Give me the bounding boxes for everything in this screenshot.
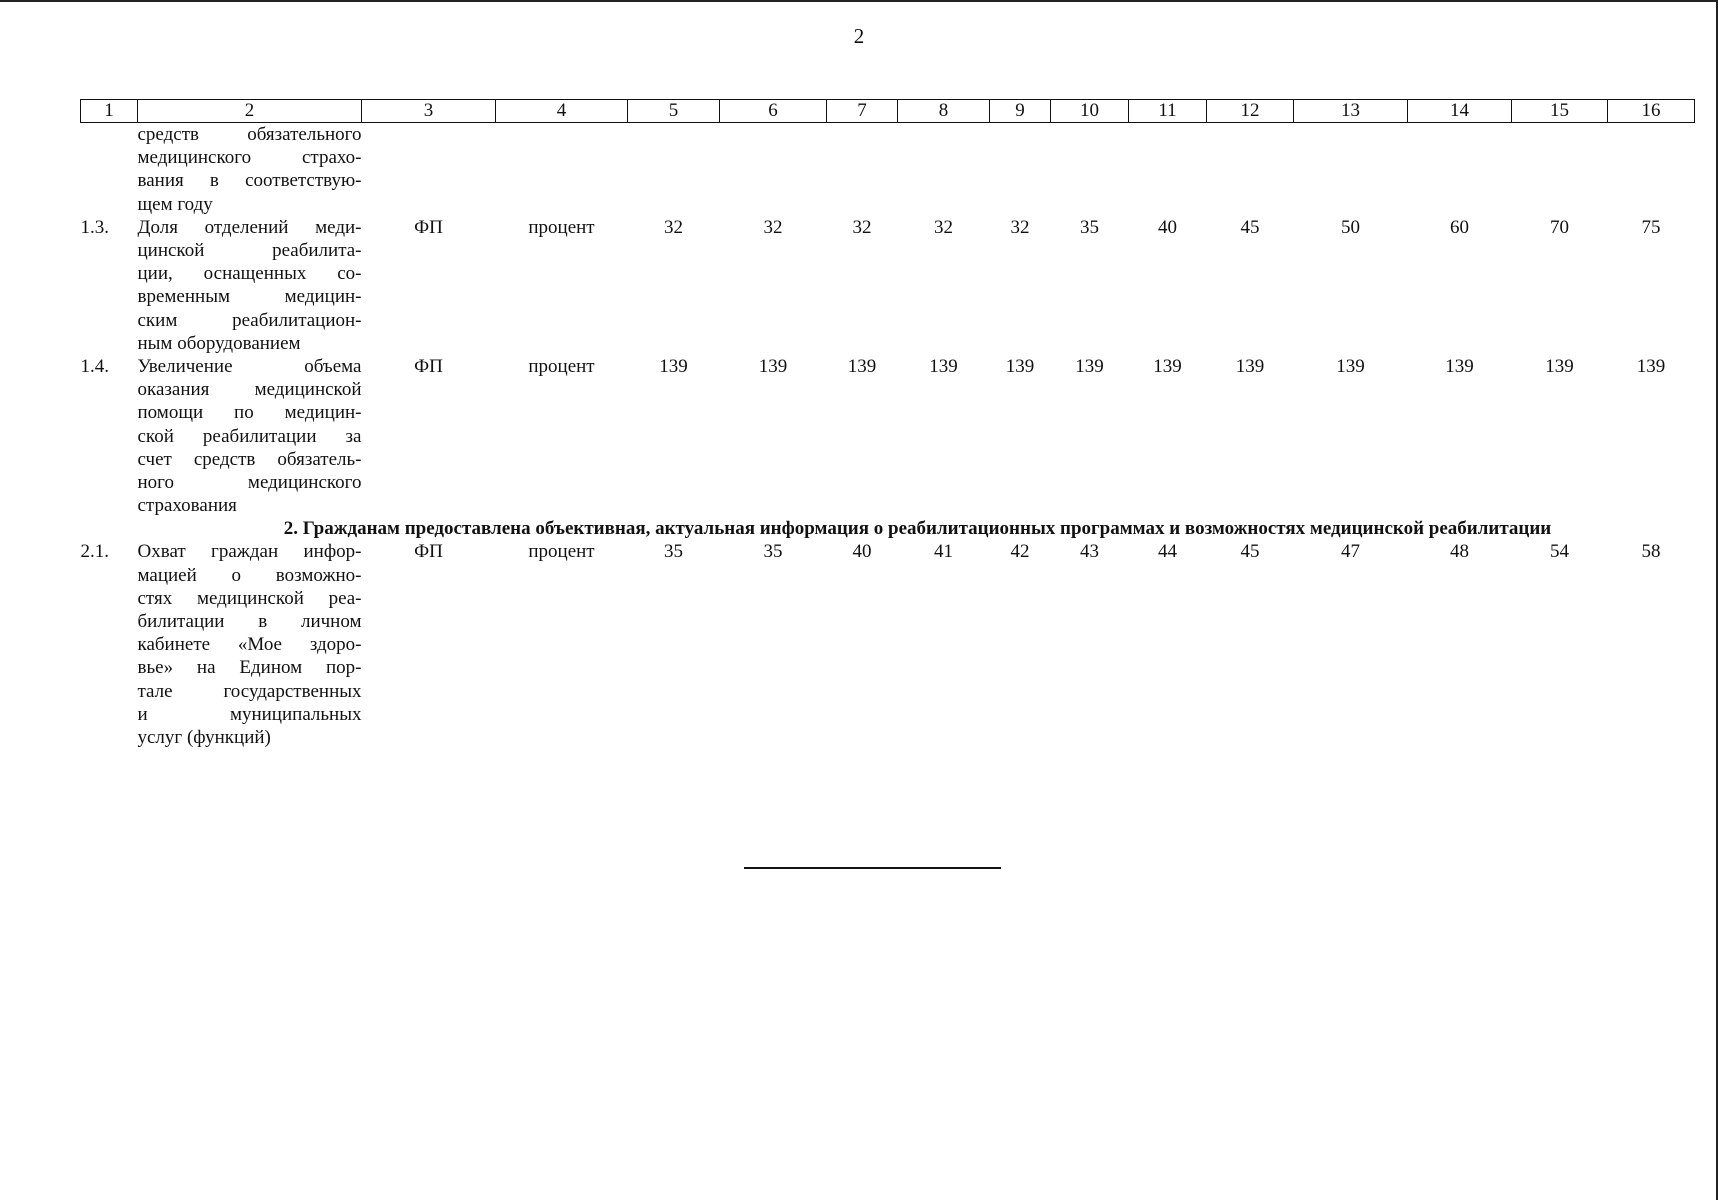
continuation-row <box>81 123 1695 216</box>
indicator-description <box>138 355 362 517</box>
source-cell: ФП <box>414 356 443 378</box>
description-line: Охват граждан инфор- <box>137 541 362 563</box>
description-line: временным медицин- <box>137 286 362 308</box>
column-number: 4 <box>496 100 628 123</box>
value-cell: 139 <box>1336 356 1365 378</box>
description-line: медицинского страхо- <box>137 147 362 169</box>
value-cell: 41 <box>934 541 953 563</box>
value-cell: 40 <box>852 541 872 563</box>
value-cell: 139 <box>1636 356 1666 378</box>
row-number-empty <box>81 123 138 216</box>
description-line: тале государственных <box>137 680 362 702</box>
table-row <box>81 540 1695 749</box>
value-cell: 48 <box>1450 541 1469 563</box>
value-cell: 139 <box>1005 356 1035 378</box>
value-cell: 50 <box>1341 216 1360 238</box>
value-cell: 139 <box>659 356 688 378</box>
indicator-description <box>138 123 362 216</box>
unit-cell: процент <box>528 356 595 378</box>
description-line: ного медицинского <box>137 472 362 494</box>
description-line: страхования <box>137 495 237 517</box>
column-number: 3 <box>362 100 496 123</box>
description-line: стях медицинской реа- <box>137 587 362 609</box>
indicator-description <box>138 540 362 749</box>
value-cell: 35 <box>763 541 783 563</box>
value-cell: 42 <box>1010 541 1030 563</box>
empty-cell <box>362 123 1695 216</box>
column-number: 11 <box>1129 100 1207 123</box>
column-number-row <box>81 100 1695 123</box>
section-heading-row <box>81 517 1695 540</box>
description-line: средств обязательного <box>137 124 362 145</box>
table-row <box>81 216 1695 355</box>
value-cell: 139 <box>1075 356 1104 378</box>
column-number: 7 <box>827 100 898 123</box>
description-line: ным оборудованием <box>137 332 301 354</box>
column-number: 5 <box>628 100 720 123</box>
description-line: вания в соответствую- <box>137 170 362 192</box>
description-line: услуг (функций) <box>137 727 271 749</box>
description-line: кабинете «Мое здоро- <box>137 634 362 656</box>
row-number: 1.3. <box>80 216 109 238</box>
unit-cell: процент <box>528 541 595 563</box>
description-line: мацией о возможно- <box>137 564 362 586</box>
source-cell: ФП <box>414 216 443 238</box>
value-cell: 35 <box>1080 216 1099 238</box>
unit-cell: процент <box>528 216 595 238</box>
description-line: ции, оснащенных со- <box>137 263 362 285</box>
value-cell: 58 <box>1641 541 1661 563</box>
value-cell: 45 <box>1240 216 1260 238</box>
description-line: Увеличение объема <box>137 356 362 378</box>
page-number: 2 <box>853 24 865 48</box>
value-cell: 47 <box>1341 541 1360 563</box>
table-row <box>81 355 1695 517</box>
column-number: 6 <box>720 100 827 123</box>
column-number: 16 <box>1608 100 1695 123</box>
value-cell: 32 <box>852 216 872 238</box>
column-number: 2 <box>138 100 362 123</box>
indicators-table <box>80 99 1695 749</box>
value-cell: 35 <box>664 541 683 563</box>
value-cell: 45 <box>1240 541 1260 563</box>
value-cell: 32 <box>934 216 953 238</box>
source-cell: ФП <box>414 541 443 563</box>
description-line: ской реабилитации за <box>137 425 362 447</box>
description-line: щем году <box>137 193 213 215</box>
value-cell: 32 <box>763 216 783 238</box>
value-cell: 60 <box>1450 216 1469 238</box>
table-body <box>81 123 1695 750</box>
row-number: 2.1. <box>80 541 109 563</box>
column-number: 9 <box>990 100 1051 123</box>
value-cell: 139 <box>758 356 788 378</box>
description-line: вье» на Едином пор- <box>137 657 362 679</box>
value-cell: 139 <box>847 356 877 378</box>
value-cell: 75 <box>1641 216 1661 238</box>
indicator-description <box>138 216 362 355</box>
description-line: помощи по медицин- <box>137 402 362 424</box>
description-line: счет средств обязатель- <box>137 448 362 470</box>
end-of-document-rule <box>744 867 1001 869</box>
value-cell: 32 <box>1010 216 1030 238</box>
value-cell: 139 <box>1445 356 1474 378</box>
column-number: 10 <box>1051 100 1129 123</box>
value-cell: 54 <box>1550 541 1569 563</box>
description-line: ским реабилитацион- <box>137 309 362 331</box>
value-cell: 32 <box>664 216 683 238</box>
column-number: 8 <box>898 100 990 123</box>
value-cell: 139 <box>1153 356 1182 378</box>
column-number: 12 <box>1207 100 1294 123</box>
description-line: оказания медицинской <box>137 379 362 401</box>
column-number: 1 <box>81 100 138 123</box>
description-line: и муниципальных <box>137 703 362 725</box>
column-number: 13 <box>1294 100 1408 123</box>
column-number: 15 <box>1512 100 1608 123</box>
value-cell: 44 <box>1158 541 1177 563</box>
value-cell: 40 <box>1158 216 1177 238</box>
value-cell: 43 <box>1080 541 1099 563</box>
description-line: цинской реабилита- <box>137 240 362 262</box>
row-number: 1.4. <box>80 356 109 378</box>
value-cell: 139 <box>929 356 958 378</box>
value-cell: 139 <box>1235 356 1265 378</box>
description-line: Доля отделений меди- <box>137 216 362 238</box>
section-title: 2. Гражданам предоставлена объективная, актуальная информация о реабилитационных программах и возможностях медицинской реабилитации <box>283 518 1552 540</box>
value-cell: 70 <box>1550 216 1569 238</box>
description-line: билитации в личном <box>137 611 362 633</box>
column-number: 14 <box>1408 100 1512 123</box>
value-cell: 139 <box>1545 356 1574 378</box>
